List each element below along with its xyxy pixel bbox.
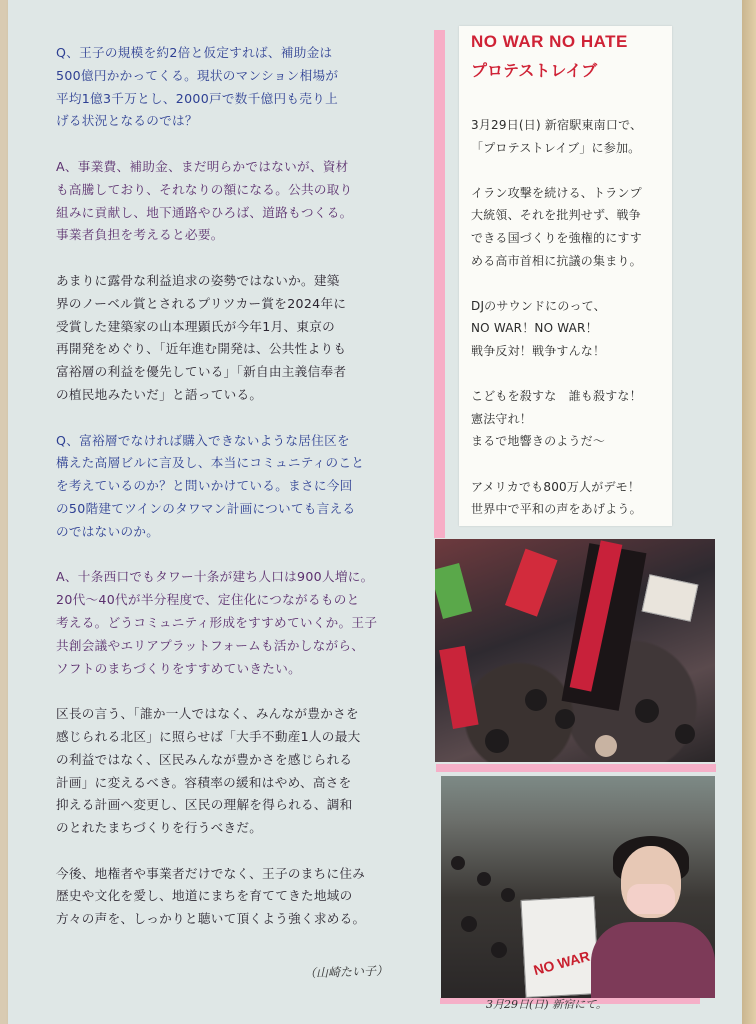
crowd-head <box>595 735 617 757</box>
article-paragraph-4: Q、富裕層でなければ購入できないような居住区を 構えた高層ビルに言及し、本当にコミュニティのこと を考えているのか？と問いかけている。まさに今回 の50階建てツインのタワマン計画についても言える のではないのか。 <box>56 432 365 539</box>
article-column <box>56 42 430 954</box>
crowd-head <box>501 888 515 902</box>
notice-paragraph-1: 3月29日(日) 新宿駅東南口で、 「プロテストレイブ」に参加。 <box>471 118 643 155</box>
crowd-head <box>491 942 507 958</box>
article-paragraph-2: A、事業費、補助金、まだ明らかではないが、資材 も高騰しており、それなりの額になる。公共の取り 組みに貢献し、地下通路やひろば、道路もつくる。 事業者負担を考えると必要。 <box>56 158 353 243</box>
notice-paragraph-5: アメリカでも800万人がデモ！ 世界中で平和の声をあげよう。 <box>471 479 642 517</box>
placard-lettering: NO WAR <box>531 947 592 979</box>
crowd-head <box>461 916 477 932</box>
red-banner <box>439 646 478 729</box>
protest-notice-card <box>459 26 672 526</box>
article-paragraph-1: Q、王子の規模を約2倍と仮定すれば、補助金は 500億円かかってくる。現状のマンション相場が 平均1億3千万とし、2000戸で数千億円も売り上 げる状況となるのでは？ <box>56 45 339 129</box>
article-paragraph-7: 今後、地権者や事業者だけでなく、王子のまちに住み 歴史や文化を愛し、地道にまちを育ててきた地域の 方々の声を、しっかりと聴いて頂くよう強く求める。 <box>56 865 366 927</box>
crowd-head <box>555 709 575 729</box>
red-flag <box>505 549 557 617</box>
crowd-head <box>477 872 491 886</box>
protest-crowd-photo <box>435 539 715 762</box>
green-flag <box>435 563 472 619</box>
crowd-head <box>451 856 465 870</box>
notice-paragraph-3: DJのサウンドにのって、 NO WAR！NO WAR！ 戦争反対！戦争すんな！ <box>471 298 606 358</box>
protest-sign <box>642 574 699 622</box>
face-mask <box>627 884 675 914</box>
notice-title-japanese: プロテストレイブ <box>471 61 598 80</box>
pink-tape-vertical <box>434 30 445 538</box>
person-body <box>591 922 715 998</box>
notice-paragraph-2: イラン攻撃を続ける、トランプ 大統領、それを批判せず、戦争 できる国づくりを強権的にすす める高市首相に抗議の集まり。 <box>471 185 642 268</box>
notice-title-english: NO WAR NO HATE <box>471 32 628 51</box>
photo-caption: 3月29日(日) 新宿にて。 <box>486 998 607 1011</box>
article-paragraph-6: 区長の言う、「誰か一人ではなく、みんなが豊かさを 感じられる北区」に照らせば「大手不動産1人の最大 の利益ではなく、区民みんなが豊かさを感じられる 計画」に変えるべき。容積率の緩和はやめ、高さを 抑える計画へ変更し、区民の理解を得られる、調和 のとれたまちづくりを行うべきだ。 <box>56 706 361 836</box>
crowd-head <box>525 689 547 711</box>
crowd-head <box>675 724 695 744</box>
pink-tape-horizontal <box>436 764 716 772</box>
article-paragraph-3: あまりに露骨な利益追求の姿勢ではないか。建築 界のノーベル賞とされるプリツカー賞を2024年に 受賞した建築家の山本理顕氏が今年1月、東京の 再開発をめぐり、「近年進む開発は、公共性よりも 富裕層の利益を優先している」「新自由主義信奉者 の植民地みたいだ」と語っている。 <box>56 272 347 402</box>
notice-body <box>471 114 671 543</box>
notice-paragraph-4: こどもを殺すな 誰も殺すな！ 憲法守れ！ まるで地響きのようだ～ <box>471 389 642 449</box>
author-signature: （山崎たい子） <box>303 963 389 981</box>
cork-board-edge <box>742 0 756 1024</box>
crowd-head <box>635 699 659 723</box>
selfie-protest-photo <box>441 776 715 998</box>
crowd-head <box>485 729 509 753</box>
article-paragraph-5: A、十条西口でもタワー十条が建ち人口は900人増に。 20代～40代が半分程度で、定住化につながるものと 考える。どうコミュニティ形成をすすめていくか。王子 共創会議やエリアプラットフォームも活かしながら、 ソフトのまちづくりをすすめていきたい。 <box>56 569 378 676</box>
no-war-placard <box>520 896 599 998</box>
